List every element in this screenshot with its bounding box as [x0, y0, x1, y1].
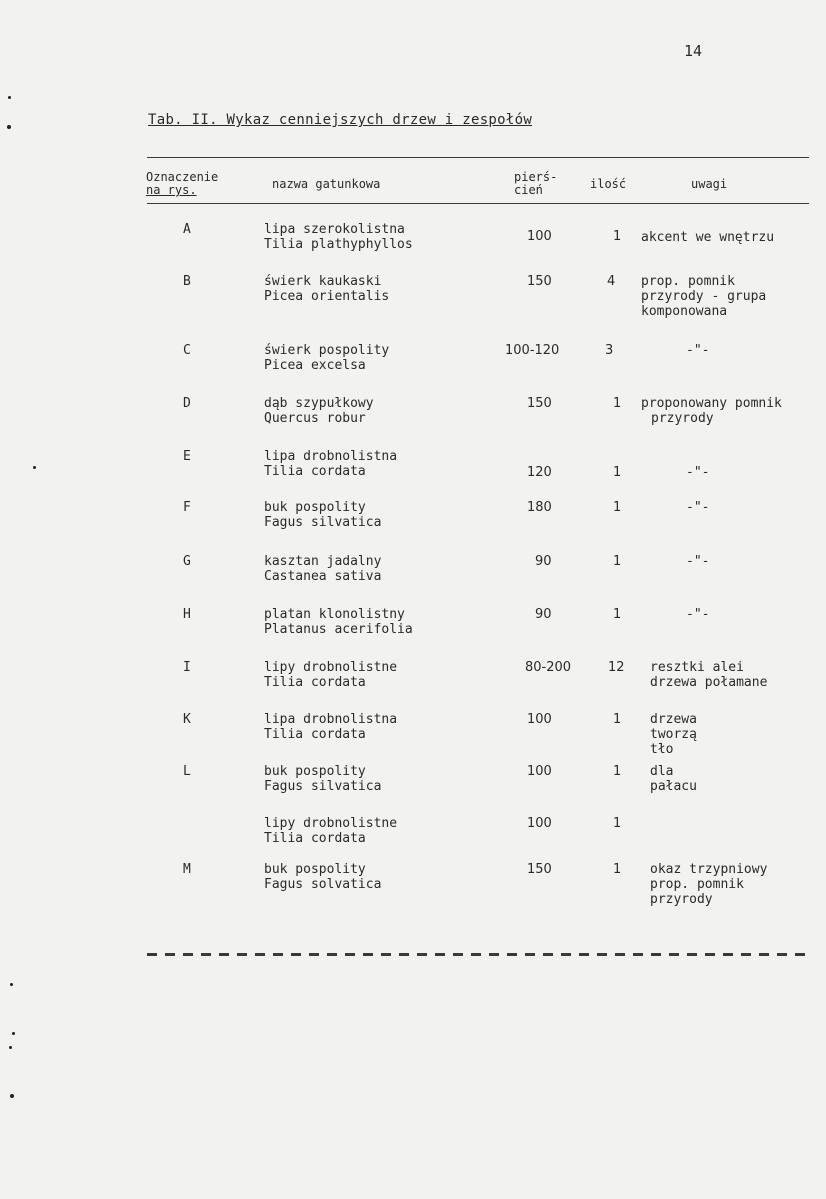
species-name: świerk pospolity	[264, 343, 390, 358]
row-rings: 100-120	[505, 343, 560, 358]
row-species	[264, 862, 381, 892]
row-count: 4	[607, 274, 616, 289]
species-latin: Picea orientalis	[264, 289, 390, 304]
margin-mark	[10, 983, 13, 986]
notes-line: -"-	[686, 607, 710, 622]
species-latin: Quercus robur	[264, 411, 366, 426]
header-count: ilość	[590, 177, 627, 191]
species-name: lipa drobnolistna	[264, 449, 398, 464]
row-designation: I	[183, 660, 191, 675]
row-count: 3	[605, 343, 614, 358]
row-count: 1	[613, 862, 622, 877]
notes-line: drzewa połamane	[650, 675, 768, 690]
margin-mark	[12, 1032, 15, 1035]
row-species	[264, 449, 397, 479]
header-designation-line: Oznaczenie	[146, 170, 219, 184]
row-rings: 150	[527, 862, 552, 877]
row-species	[264, 222, 413, 252]
species-name: lipy drobnolistne	[264, 816, 398, 831]
row-notes	[686, 554, 709, 569]
row-count: 1	[613, 500, 622, 515]
species-name: buk pospolity	[264, 764, 366, 779]
row-designation: H	[183, 607, 191, 622]
species-name: świerk kaukaski	[264, 274, 382, 289]
species-name: lipa szerokolistna	[264, 222, 405, 237]
row-species	[264, 554, 381, 584]
header-bottom-rule	[147, 203, 809, 204]
notes-line: prop. pomnik	[641, 274, 735, 289]
row-rings: 100	[527, 712, 552, 727]
dashed-end-rule	[147, 953, 809, 956]
species-name: platan klonolistny	[264, 607, 405, 622]
notes-line: tło	[650, 742, 674, 757]
row-rings: 150	[527, 396, 552, 411]
margin-mark	[7, 125, 11, 129]
row-species	[264, 343, 389, 373]
row-species	[264, 712, 397, 742]
row-notes	[686, 343, 709, 358]
notes-line: komponowana	[641, 304, 728, 319]
notes-line: proponowany pomnik	[641, 396, 782, 411]
header-top-rule	[147, 157, 809, 158]
table-title: Tab. II. Wykaz cenniejszych drzew i zespołów	[148, 112, 533, 128]
row-designation: M	[183, 862, 191, 877]
row-rings: 100	[527, 816, 552, 831]
notes-line: okaz trzypniowy	[650, 862, 768, 877]
row-designation: L	[183, 764, 191, 779]
row-notes	[686, 607, 709, 622]
species-latin: Tilia cordata	[264, 464, 366, 479]
row-count: 1	[613, 816, 622, 831]
row-species	[264, 607, 413, 637]
row-rings: 90	[535, 554, 552, 569]
species-latin: Fagus solvatica	[264, 877, 382, 892]
row-count: 1	[613, 712, 622, 727]
species-name: buk pospolity	[264, 500, 366, 515]
species-latin: Tilia plathyphyllos	[264, 237, 413, 252]
row-designation: K	[183, 712, 191, 727]
row-count: 1	[613, 229, 622, 244]
row-count: 1	[613, 396, 622, 411]
row-species	[264, 816, 397, 846]
row-count: 1	[613, 764, 622, 779]
species-latin: Picea excelsa	[264, 358, 366, 373]
header-notes: uwagi	[691, 177, 728, 191]
species-name: dąb szypułkowy	[264, 396, 374, 411]
row-notes	[641, 396, 782, 426]
row-designation: E	[183, 449, 191, 464]
row-species	[264, 396, 374, 426]
species-name: lipy drobnolistne	[264, 660, 398, 675]
header-designation-line: na rys.	[146, 183, 197, 197]
header-rings-line: cień	[514, 183, 543, 197]
notes-line: -"-	[686, 500, 710, 515]
row-species	[264, 500, 381, 530]
species-latin: Fagus silvatica	[264, 515, 382, 530]
row-count: 1	[613, 554, 622, 569]
notes-line: pałacu	[650, 779, 697, 794]
row-species	[264, 764, 381, 794]
header-rings	[514, 171, 557, 197]
notes-line: przyrody - grupa	[641, 289, 767, 304]
species-latin: Tilia cordata	[264, 831, 366, 846]
row-notes	[641, 274, 766, 319]
notes-line: -"-	[686, 554, 710, 569]
row-designation: G	[183, 554, 191, 569]
row-designation: C	[183, 343, 191, 358]
species-name: buk pospolity	[264, 862, 366, 877]
row-count: 12	[608, 660, 625, 675]
row-notes	[650, 764, 697, 794]
page-number: 14	[684, 42, 703, 60]
row-notes	[650, 660, 767, 690]
notes-line: akcent we wnętrzu	[641, 230, 775, 245]
row-notes	[686, 465, 709, 480]
row-rings: 80-200	[525, 660, 572, 675]
row-notes	[641, 230, 774, 245]
species-latin: Fagus silvatica	[264, 779, 382, 794]
margin-mark	[8, 96, 11, 99]
row-species	[264, 660, 397, 690]
notes-line: dla	[650, 764, 674, 779]
notes-line: drzewa	[650, 712, 697, 727]
notes-line: resztki alei	[650, 660, 744, 675]
row-rings: 100	[527, 229, 552, 244]
notes-line: przyrody	[650, 892, 713, 907]
notes-line: prop. pomnik	[650, 877, 744, 892]
row-rings: 150	[527, 274, 552, 289]
row-designation: A	[183, 222, 191, 237]
row-rings: 100	[527, 764, 552, 779]
row-designation: B	[183, 274, 191, 289]
row-notes	[650, 862, 767, 907]
row-designation: F	[183, 500, 191, 515]
row-designation: D	[183, 396, 191, 411]
notes-line: przyrody	[651, 411, 714, 426]
species-name: kasztan jadalny	[264, 554, 382, 569]
row-rings: 90	[535, 607, 552, 622]
species-name: lipa drobnolistna	[264, 712, 398, 727]
notes-line: -"-	[686, 343, 710, 358]
notes-line: -"-	[686, 465, 710, 480]
header-rings-line: pierś-	[514, 170, 558, 184]
margin-mark	[33, 466, 36, 469]
header-species: nazwa gatunkowa	[272, 177, 381, 191]
row-notes	[686, 500, 709, 515]
margin-mark	[10, 1094, 14, 1098]
margin-mark	[9, 1046, 12, 1049]
header-designation	[146, 171, 218, 197]
row-count: 1	[613, 607, 622, 622]
species-latin: Platanus acerifolia	[264, 622, 413, 637]
row-rings: 120	[527, 465, 552, 480]
row-notes	[650, 712, 697, 757]
row-rings: 180	[527, 500, 552, 515]
species-latin: Tilia cordata	[264, 727, 366, 742]
species-latin: Castanea sativa	[264, 569, 382, 584]
row-count: 1	[613, 465, 622, 480]
species-latin: Tilia cordata	[264, 675, 366, 690]
notes-line: tworzą	[650, 727, 697, 742]
row-species	[264, 274, 389, 304]
